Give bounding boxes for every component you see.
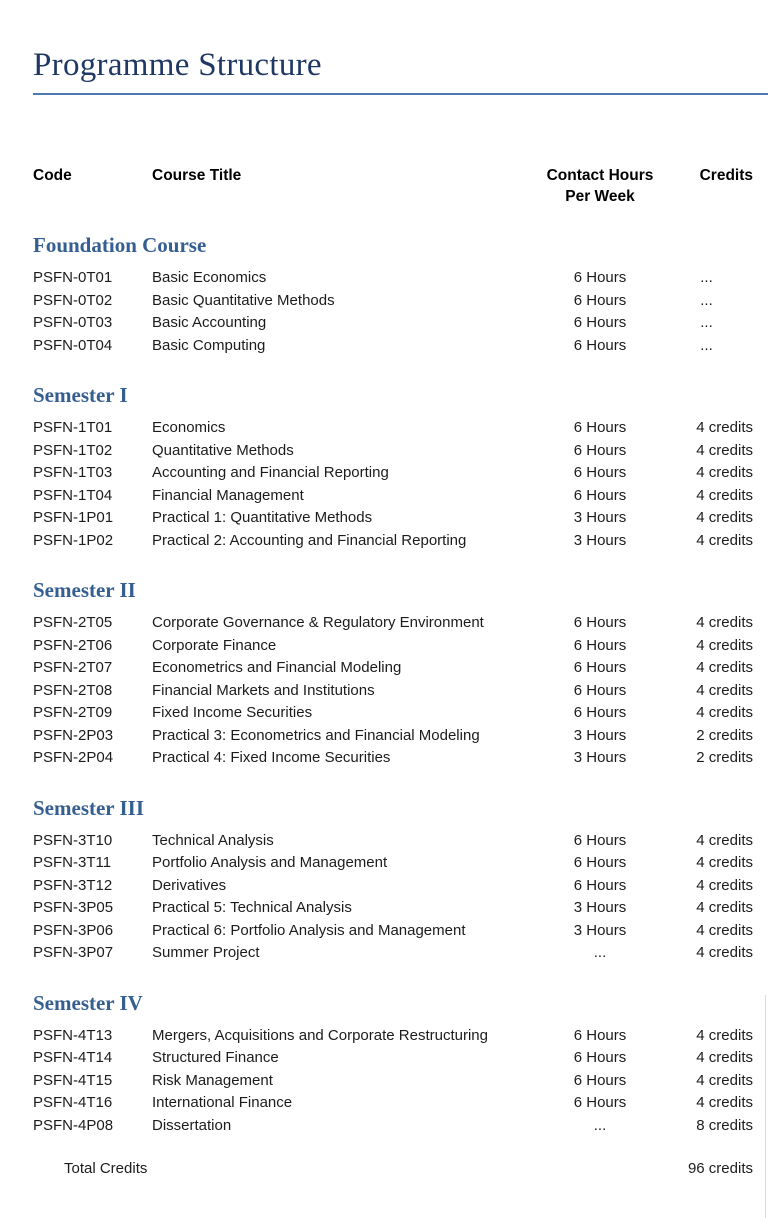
section-heading: Semester I	[33, 383, 128, 407]
header-credits: Credits	[699, 167, 753, 184]
cell-contact-hours: 6 Hours	[573, 314, 627, 331]
section-rows	[0, 612, 768, 770]
table-row	[33, 440, 768, 463]
cell-code: PSFN-2T05	[33, 614, 113, 631]
table-row	[33, 852, 768, 875]
table-row	[33, 462, 768, 485]
cell-contact-hours: 6 Hours	[573, 636, 627, 654]
cell-credits: 4 credits	[696, 486, 753, 504]
section-heading: Foundation Course	[33, 233, 207, 257]
cell-course-title: Quantitative Methods	[152, 441, 294, 459]
cell-credits: 4 credits	[696, 854, 753, 871]
course-table	[0, 165, 768, 1179]
table-row	[33, 897, 768, 920]
header-contact-hours-line1: Contact Hours	[546, 167, 654, 184]
cell-code: PSFN-3P07	[33, 944, 114, 961]
page-edge-scan-artifact	[765, 995, 766, 1218]
cell-credits: 4 credits	[696, 1094, 753, 1111]
cell-credits: 4 credits	[696, 441, 753, 459]
cell-course-title: Fixed Income Securities	[152, 704, 313, 721]
cell-course-title: Accounting and Financial Reporting	[152, 464, 389, 481]
table-row	[33, 417, 768, 440]
cell-credits: 4 credits	[696, 704, 753, 721]
cell-code: PSFN-2T09	[33, 704, 113, 721]
cell-contact-hours: 6 Hours	[573, 876, 627, 894]
table-row	[33, 657, 768, 680]
table-row	[33, 920, 768, 943]
cell-course-title: Practical 3: Econometrics and Financial Modeling	[152, 726, 480, 744]
cell-credits: 4 credits	[696, 419, 753, 436]
cell-credits: ...	[700, 269, 713, 286]
cell-course-title: International Finance	[152, 1094, 293, 1111]
cell-contact-hours: 6 Hours	[573, 291, 627, 309]
table-row	[33, 725, 768, 748]
cell-course-title: Basic Accounting	[152, 314, 267, 331]
course-section	[0, 794, 768, 965]
section-rows	[0, 830, 768, 965]
cell-contact-hours: 3 Hours	[573, 509, 627, 526]
section-rows	[0, 1025, 768, 1138]
cell-course-title: Basic Computing	[152, 336, 266, 354]
table-row	[33, 635, 768, 658]
course-section	[0, 576, 768, 770]
cell-course-title: Practical 2: Accounting and Financial Reporting	[152, 531, 467, 549]
cell-contact-hours: ...	[593, 944, 607, 961]
cell-credits: ...	[700, 314, 713, 331]
cell-code: PSFN-2T06	[33, 636, 113, 654]
cell-credits: 2 credits	[696, 726, 753, 744]
cell-code: PSFN-1T03	[33, 464, 113, 481]
cell-contact-hours: 6 Hours	[573, 659, 627, 676]
cell-course-title: Mergers, Acquisitions and Corporate Restructuring	[152, 1026, 488, 1044]
table-row	[33, 747, 768, 770]
cell-course-title: Structured Finance	[152, 1049, 279, 1066]
cell-credits: 4 credits	[696, 659, 753, 676]
table-row	[33, 267, 768, 290]
cell-credits: 8 credits	[696, 1116, 753, 1134]
course-section	[0, 989, 768, 1138]
cell-contact-hours: 6 Hours	[573, 704, 627, 721]
cell-code: PSFN-1P01	[33, 509, 114, 526]
cell-contact-hours: 6 Hours	[573, 336, 627, 354]
cell-course-title: Financial Markets and Institutions	[152, 681, 375, 699]
cell-contact-hours: 3 Hours	[573, 899, 627, 916]
cell-code: PSFN-4T15	[33, 1071, 113, 1089]
table-row	[33, 485, 768, 508]
cell-credits: 4 credits	[696, 614, 753, 631]
table-row	[33, 507, 768, 530]
cell-credits: 4 credits	[696, 531, 753, 549]
cell-code: PSFN-3T10	[33, 831, 113, 849]
cell-credits: 4 credits	[696, 1026, 753, 1044]
cell-contact-hours: 3 Hours	[573, 921, 627, 939]
cell-contact-hours: 6 Hours	[573, 854, 627, 871]
cell-code: PSFN-1T04	[33, 486, 113, 504]
cell-credits: 4 credits	[696, 944, 753, 961]
table-header-row	[33, 165, 768, 207]
section-rows	[0, 267, 768, 357]
cell-course-title: Summer Project	[152, 944, 260, 961]
cell-code: PSFN-3P05	[33, 899, 114, 916]
cell-code: PSFN-4T16	[33, 1094, 113, 1111]
cell-course-title: Corporate Governance & Regulatory Environment	[152, 614, 484, 631]
cell-contact-hours: 6 Hours	[573, 681, 627, 699]
header-contact-hours	[540, 165, 660, 207]
cell-code: PSFN-0T01	[33, 269, 113, 286]
table-row	[33, 1115, 768, 1138]
header-course-title: Course Title	[152, 167, 242, 184]
cell-course-title: Dissertation	[152, 1116, 232, 1134]
table-row	[33, 1047, 768, 1070]
cell-code: PSFN-1T01	[33, 419, 113, 436]
cell-contact-hours: 6 Hours	[573, 419, 627, 436]
cell-course-title: Practical 5: Technical Analysis	[152, 899, 352, 916]
cell-credits: 4 credits	[696, 1071, 753, 1089]
cell-course-title: Practical 4: Fixed Income Securities	[152, 749, 391, 766]
cell-code: PSFN-1T02	[33, 441, 113, 459]
title-underline-rule	[33, 93, 768, 95]
header-contact-hours-line2: Per Week	[565, 188, 635, 205]
cell-course-title: Technical Analysis	[152, 831, 274, 849]
cell-contact-hours: 6 Hours	[573, 441, 627, 459]
cell-credits: 4 credits	[696, 831, 753, 849]
cell-code: PSFN-3P06	[33, 921, 114, 939]
cell-course-title: Portfolio Analysis and Management	[152, 854, 388, 871]
cell-code: PSFN-2T08	[33, 681, 113, 699]
cell-contact-hours: 6 Hours	[573, 1049, 627, 1066]
cell-credits: 4 credits	[696, 876, 753, 894]
cell-course-title: Basic Quantitative Methods	[152, 291, 335, 309]
table-row	[33, 1025, 768, 1048]
cell-credits: 4 credits	[696, 464, 753, 481]
cell-code: PSFN-4T13	[33, 1026, 113, 1044]
table-row	[33, 612, 768, 635]
cell-code: PSFN-2P03	[33, 726, 114, 744]
cell-code: PSFN-0T03	[33, 314, 113, 331]
cell-course-title: Basic Economics	[152, 269, 267, 286]
table-row	[33, 702, 768, 725]
cell-code: PSFN-3T12	[33, 876, 113, 894]
cell-contact-hours: 3 Hours	[573, 749, 627, 766]
cell-credits: 2 credits	[696, 749, 753, 766]
total-credits-row	[33, 1158, 768, 1179]
cell-code: PSFN-0T02	[33, 291, 113, 309]
total-credits-label: Total Credits	[64, 1160, 148, 1177]
cell-contact-hours: 6 Hours	[573, 486, 627, 504]
cell-code: PSFN-3T11	[33, 854, 112, 871]
cell-code: PSFN-4T14	[33, 1049, 113, 1066]
cell-code: PSFN-4P08	[33, 1116, 114, 1134]
cell-code: PSFN-0T04	[33, 336, 113, 354]
section-rows	[0, 417, 768, 552]
course-section	[0, 231, 768, 357]
table-row	[33, 290, 768, 313]
cell-credits: 4 credits	[696, 1049, 753, 1066]
total-credits-value: 96 credits	[687, 1160, 753, 1177]
cell-credits: ...	[700, 291, 713, 309]
cell-course-title: Financial Management	[152, 486, 304, 504]
table-row	[33, 942, 768, 965]
cell-course-title: Derivatives	[152, 876, 227, 894]
page-title: Programme Structure	[33, 47, 322, 83]
cell-code: PSFN-2T07	[33, 659, 113, 676]
cell-contact-hours: 6 Hours	[573, 1026, 627, 1044]
cell-credits: 4 credits	[696, 509, 753, 526]
cell-contact-hours: 6 Hours	[573, 269, 627, 286]
cell-contact-hours: 3 Hours	[573, 726, 627, 744]
table-row	[33, 335, 768, 358]
table-row	[33, 830, 768, 853]
cell-contact-hours: 6 Hours	[573, 464, 627, 481]
table-body	[0, 231, 768, 1137]
cell-course-title: Economics	[152, 419, 226, 436]
cell-contact-hours: 6 Hours	[573, 1094, 627, 1111]
table-row	[33, 1070, 768, 1093]
course-section	[0, 381, 768, 552]
cell-course-title: Econometrics and Financial Modeling	[152, 659, 402, 676]
cell-course-title: Risk Management	[152, 1071, 273, 1089]
section-heading: Semester III	[33, 795, 145, 820]
cell-code: PSFN-2P04	[33, 749, 114, 766]
cell-contact-hours: 6 Hours	[573, 831, 627, 849]
cell-contact-hours: ...	[593, 1116, 607, 1134]
cell-credits: ...	[700, 336, 713, 354]
header-code: Code	[33, 167, 72, 184]
cell-contact-hours: 6 Hours	[573, 614, 627, 631]
table-row	[33, 530, 768, 553]
cell-contact-hours: 3 Hours	[573, 531, 627, 549]
cell-credits: 4 credits	[696, 681, 753, 699]
cell-contact-hours: 6 Hours	[573, 1071, 627, 1089]
cell-course-title: Practical 1: Quantitative Methods	[152, 509, 373, 526]
cell-credits: 4 credits	[696, 921, 753, 939]
cell-course-title: Corporate Finance	[152, 636, 277, 654]
cell-course-title: Practical 6: Portfolio Analysis and Management	[152, 921, 466, 939]
table-row	[33, 680, 768, 703]
section-heading: Semester II	[33, 578, 136, 602]
cell-credits: 4 credits	[696, 899, 753, 916]
cell-code: PSFN-1P02	[33, 531, 114, 549]
cell-credits: 4 credits	[696, 636, 753, 654]
table-row	[33, 312, 768, 335]
table-row	[33, 1092, 768, 1115]
section-heading: Semester IV	[33, 990, 143, 1015]
table-row	[33, 875, 768, 898]
